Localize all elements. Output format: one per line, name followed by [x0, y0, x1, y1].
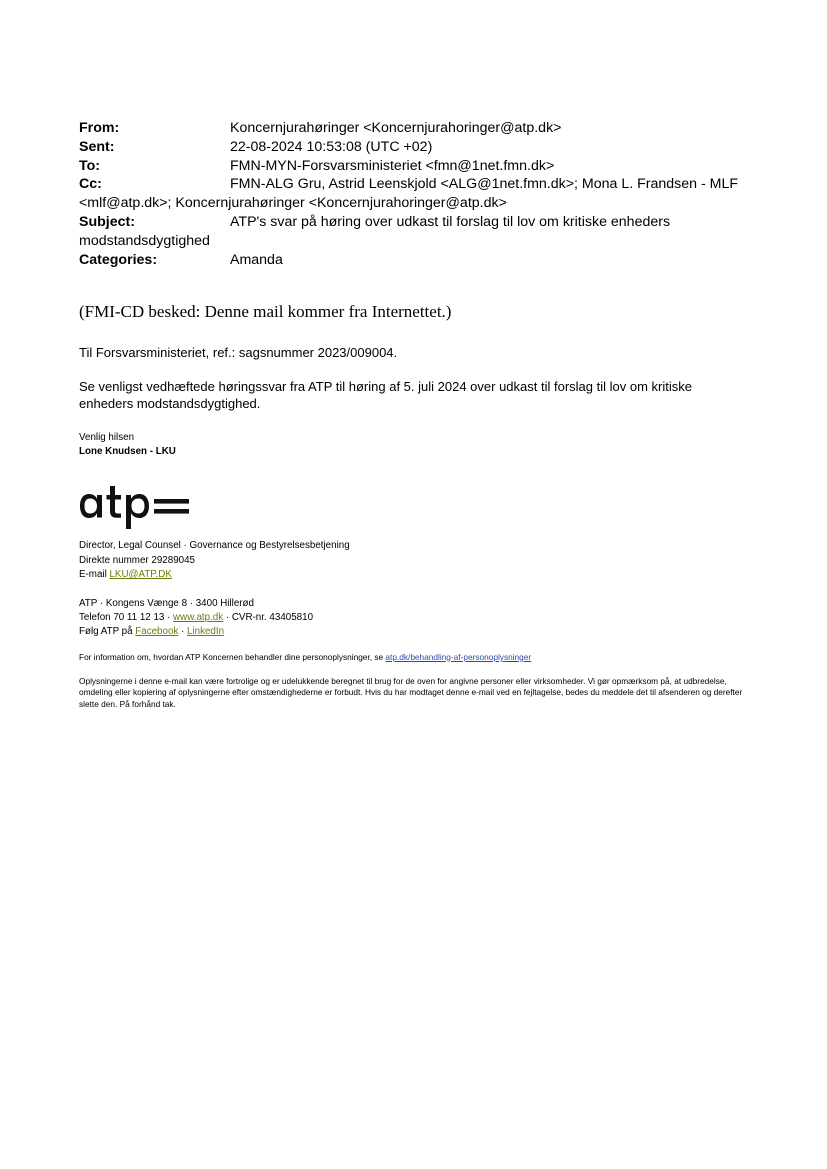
email-prefix: E-mail	[79, 569, 110, 581]
phone-prefix: Telefon 70 11 12 13 ·	[79, 612, 174, 623]
subject-label: Subject:	[79, 213, 135, 230]
address-line: ATP · Kongens Vænge 8 · 3400 Hillerød	[79, 597, 254, 609]
subject-value-line2: modstandsdygtighed	[79, 232, 210, 249]
email-header	[79, 119, 759, 269]
follow-prefix: Følg ATP på	[79, 626, 136, 638]
subject-value-line1: ATP's svar på høring over udkast til forslag til lov om kritiske enheders	[230, 213, 671, 230]
cvr-text: · CVR-nr. 43405810	[223, 612, 314, 623]
categories-label: Categories:	[79, 251, 158, 268]
cc-value-line1: FMN-ALG Gru, Astrid Leenskjold <ALG@1net.fmn.dk>; Mona L. Frandsen - MLF	[230, 176, 739, 193]
to-row	[79, 157, 759, 176]
to-label: To:	[79, 157, 101, 174]
sender-name: Lone Knudsen - LKU	[79, 446, 176, 458]
email-printout	[79, 119, 759, 711]
direct-number: Direkte nummer 29289045	[79, 554, 195, 566]
sent-value: 22-08-2024 10:53:08 (UTC +02)	[230, 138, 433, 155]
cc-label: Cc:	[79, 176, 102, 193]
email-link[interactable]: LKU@ATP.DK	[109, 569, 172, 581]
phone-line	[79, 611, 759, 625]
privacy-link[interactable]: atp.dk/behandling-af-personoplysninger	[385, 651, 532, 662]
signature-title: Director, Legal Counsel · Governance og Bestyrelsesbetjening	[79, 540, 350, 552]
to-value: FMN-MYN-Forsvarsministeriet <fmn@1net.fmn.dk>	[230, 157, 555, 174]
cc-value-line2: <mlf@atp.dk>; Koncernjurahøringer <Koncernjurahoringer@atp.dk>	[79, 195, 507, 212]
link-separator: ·	[178, 626, 188, 638]
sent-label: Sent:	[79, 138, 115, 155]
privacy-info	[79, 652, 759, 663]
facebook-link[interactable]: Facebook	[135, 626, 179, 638]
from-label: From:	[79, 120, 120, 136]
signature-block	[79, 539, 759, 639]
from-row	[79, 119, 759, 138]
greeting-block	[79, 431, 759, 459]
cc-row	[79, 175, 759, 213]
reference-line: Til Forsvarsministeriet, ref.: sagsnummer 2023/009004.	[79, 345, 398, 361]
linkedin-link[interactable]: LinkedIn	[187, 626, 225, 638]
website-link[interactable]: www.atp.dk	[173, 612, 224, 623]
atp-logo	[79, 479, 191, 531]
subject-row	[79, 213, 759, 251]
svg-text:atp=: atp=	[79, 479, 81, 481]
categories-value: Amanda	[230, 251, 283, 268]
greeting: Venlig hilsen	[79, 432, 135, 444]
privacy-info-text: For information om, hvordan ATP Koncernen behandler dine personoplysninger, se	[79, 651, 386, 662]
email-line	[79, 568, 759, 582]
categories-row	[79, 251, 759, 270]
follow-line	[79, 625, 759, 639]
disclaimer: Oplysningerne i denne e-mail kan være fortrolige og er udelukkende beregnet til brug for de oven for angivne personer eller virksomheder. Vi gør opmærksom på, at udbredelse, omdeling eller kopiering af oplysningerne efter omstændighederne er forbudt. Hvis du har modtaget denne e-mail ved en fejltagelse, bedes du meddele det til afsenderen og derefter slette den. På forhånd tak.	[79, 675, 743, 709]
sent-row	[79, 138, 759, 157]
external-mail-notice: (FMI-CD besked: Denne mail kommer fra Internettet.)	[79, 302, 452, 322]
from-value: Koncernjurahøringer <Koncernjurahoringer@atp.dk>	[230, 120, 562, 136]
main-text: Se venligst vedhæftede høringssvar fra ATP til høring af 5. juli 2024 over udkast til forslag til lov om kritiske enheders modstandsdygtighed.	[79, 379, 692, 412]
